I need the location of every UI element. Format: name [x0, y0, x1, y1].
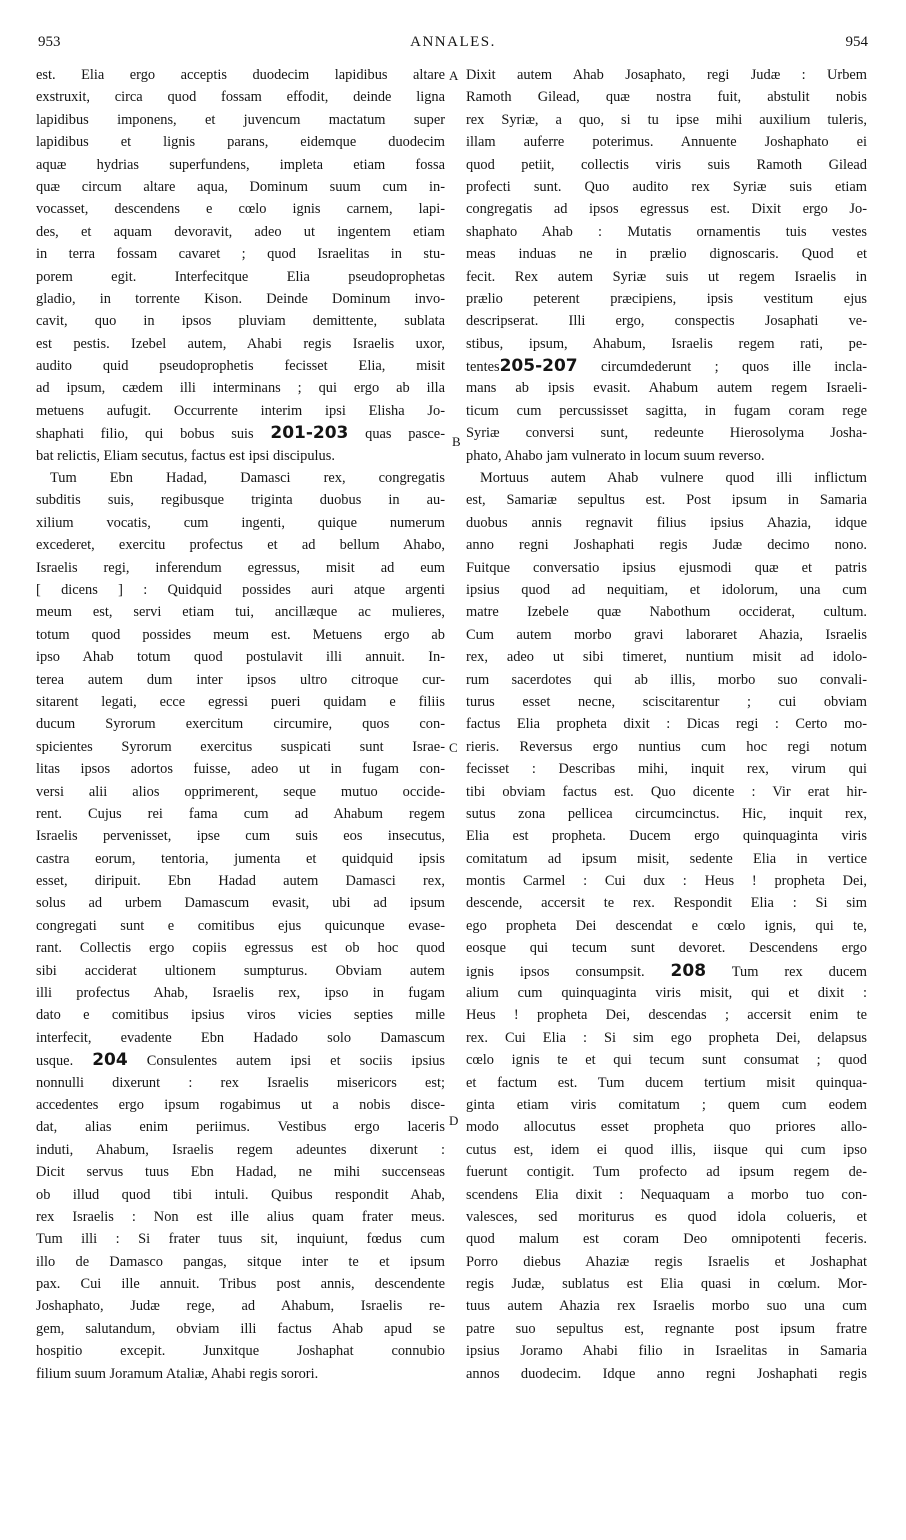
text-line: rex Syriæ, a quo, si tu ipse mihi auxilium tuleris, [466, 111, 867, 128]
text-line: rant. Collectis ergo copiis egressus est ob hoc quod [36, 940, 445, 957]
margin-marker-b: B [452, 434, 461, 449]
text-line: meas induas ne in prælio dignoscaris. Quod et [466, 246, 867, 263]
text-line: spicientes Syrorum exercitus suspicati sunt Israe- [36, 738, 445, 755]
text-line: modo allocutus esset propheta quo priores allo- [466, 1119, 867, 1136]
text-line: shaphato Ahab : Mutatis ornamentis tuis vestes [466, 223, 867, 240]
text-line: in terra fossam cavaret ; quod Israelitas in stu- [36, 246, 445, 263]
text-fragment: usque. [36, 1053, 74, 1070]
text-line: solus ad urbem Damascum evasit, ubi ad ipsum [36, 895, 445, 912]
text-line: lapidibus imponens, et juvencum mactatum super [36, 111, 445, 128]
text-line [466, 960, 867, 982]
text-line: rex. Cui Elia : Si sim ego propheta Dei, delapsus [466, 1029, 867, 1046]
page-number-left: 953 [38, 34, 61, 50]
text-line: ticum cum percussisset sagitta, in fugam coram rege [466, 402, 867, 419]
text-line: interfecit, evadente Ebn Hadado solo Damascum [36, 1029, 445, 1046]
text-line: ginta etiam viris comitatum ; quem cum eodem [466, 1096, 867, 1113]
text-line [36, 1049, 445, 1071]
text-line: bat relictis, Eliam secutus, factus est ipsi discipulus. [36, 447, 335, 464]
text-line: castra eorum, tentoria, jumenta et quidquid ipsis [36, 850, 445, 867]
text-line: quod petiit, collectis viris suis Ramoth Gilead [466, 156, 867, 173]
text-line: prælio peterent præcipiens, ipsis vestitum ejus [466, 290, 867, 307]
text-line [466, 355, 867, 377]
text-line: tibi obviam factus est. Quo dicente : Vir erat hir- [466, 783, 867, 800]
text-line: ad ipsum, cædem illi interminans ; qui ergo ab illa [36, 380, 445, 397]
text-line: versi alii alios opprimerent, seque mutuo occide- [36, 783, 445, 800]
text-line: rent. Cujus rei fama cum ad Ahabum regem [36, 805, 445, 822]
margin-marker-d: D [449, 1113, 459, 1128]
text-line: dat, alias enim periimus. Vestibus ergo laceris [36, 1119, 445, 1136]
text-line: Cum autem morbo gravi laboraret Ahazia, Israelis [466, 626, 867, 643]
text-line: annos duodecim. Idque anno regni Joshaphati regis [466, 1365, 867, 1382]
text-line: descripserat. Illi ergo, conspectis Josaphati ve- [466, 313, 867, 330]
text-line: vocasset, descendens e cœlo ignis carnem, lapi- [36, 201, 445, 218]
text-fragment: tentes [466, 359, 500, 376]
text-line: meum est, servi etiam tui, ancillæque ac mulieres, [36, 604, 445, 621]
text-line: ipso Ahab totum quod postulavit illi annuit. In- [36, 649, 445, 666]
text-line: quæ circum altare aqua, Dominum suum cum in- [36, 178, 445, 195]
text-line: ego propheta Dei descendat e cœlo ignis, qui te, [466, 917, 867, 934]
text-line: Israelis pervenisset, ipse cum suis eos insecutus, [36, 828, 445, 845]
text-line: scendens Elia dixit : Nequaquam a morbo tuo con- [466, 1186, 867, 1203]
text-line: factus Elia propheta dixit : Dicas regi : Certo mo- [466, 716, 867, 733]
text-line: rum sacerdotes qui ab illis, morbo suo convali- [466, 671, 867, 688]
text-line: quod malum est coram Deo omnipotenti feceris. [466, 1231, 867, 1248]
text-line: matre Izebele quæ Nabothum occiderat, cultum. [466, 604, 867, 621]
text-line: Syriæ conversi sunt, redeunte Hierosolyma Josha- [466, 425, 867, 442]
text-line: rex, adeo ut sibi timeret, nuntium misit ad idolo- [466, 649, 867, 666]
text-line: porem egit. Interfecitque Elia pseudoprophetas [36, 268, 445, 285]
text-line: esset, diripuit. Ebn Hadad autem Damasci rex, [36, 873, 445, 890]
text-line: Heus ! propheta Dei, descendas ; accersit enim te [466, 1007, 867, 1024]
text-line: exstruxit, circa quod fossam effodit, deinde ligna [36, 89, 445, 106]
section-number: 201-203 [270, 423, 349, 444]
page-header [38, 34, 868, 54]
text-line: regis Judæ, sublatus est Elia quasi in cœlum. Mor- [466, 1276, 867, 1293]
text-line: alium cum quinquaginta viris misit, qui et dixit : [466, 985, 867, 1002]
text-line: Porro diebus Ahaziæ regis Israelis et Joshaphat [466, 1253, 867, 1270]
text-line: fecit. Rex autem Syriæ suis ut regem Israelis in [466, 268, 867, 285]
text-fragment: Tum rex ducem [731, 963, 867, 980]
margin-marker-c: C [449, 740, 458, 755]
text-line: sitarent legati, ecce egressi pueri quidam e filiis [36, 693, 445, 710]
right-column [466, 64, 867, 1385]
text-line: descende, accersit te rex. Respondit Elia : Si sim [466, 895, 867, 912]
text-line: hospitio excepit. Junxitque Joshaphat connubio [36, 1343, 445, 1360]
text-line: excederet, exercitu profectus et ad bellum Ahabo, [36, 537, 445, 554]
text-line: fuerunt contigit. Tum profecto ad ipsum regem de- [466, 1164, 867, 1181]
text-line: comitatum ad ipsum misit, sedente Elia in vertice [466, 850, 867, 867]
text-line: cavit, quo in ipsos pluviam demittente, sublata [36, 313, 445, 330]
text-line: tuus autem Ahazia rex Israelis morbo suo una cum [466, 1298, 867, 1315]
text-line: subditis suis, regibusque triginta duobus in au- [36, 492, 445, 509]
text-line: illo de Damasco pangas, sitque inter te et ipsum [36, 1253, 445, 1270]
text-line: ducum Syrorum exercitum circumire, quos con- [36, 716, 445, 733]
text-line: cœlo ignis te et qui tecum sunt consumat ; quod [466, 1052, 867, 1069]
text-line: totum quod possides meum est. Metuens ergo ab [36, 626, 445, 643]
text-fragment: ignis ipsos consumpsit. [466, 963, 645, 980]
text-line: montis Carmel : Cui dux : Heus ! propheta Dei, [466, 873, 867, 890]
text-fragment: quas pasce- [365, 426, 445, 443]
text-line: duobus annis regnavit filius ipsius Ahazia, idque [466, 514, 867, 531]
text-line: gladio, in torrente Kison. Deinde Dominum invo- [36, 290, 445, 307]
running-title: ANNALES. [410, 34, 496, 50]
text-line: anno regni Joshaphati regis Judæ decimo nono. [466, 537, 867, 554]
text-line: Dicit servus tuus Ebn Hadad, ne mihi succenseas [36, 1164, 445, 1181]
text-line: des, et aquam devoravit, adeo ut ingentem etiam [36, 223, 445, 240]
text-line: stibus, ipsum, Ahabum, Israelis regem rati, pe- [466, 335, 867, 352]
page-number-right: 954 [845, 34, 868, 50]
text-line: ob illud quod tibi intuli. Quibus respondit Ahab, [36, 1186, 445, 1203]
text-line: est pestis. Izebel autem, Ahabi regis Israelis uxor, [36, 335, 445, 352]
text-line: fecisset : Describas mihi, inquit rex, virum qui [466, 761, 867, 778]
text-line: mans ab ipsis evasit. Ahabum autem regem Israeli- [466, 380, 867, 397]
text-line: illi profectus Ahab, Israelis rex, ipso in fugam [36, 985, 445, 1002]
text-line: Dixit autem Ahab Josaphato, regi Judæ : Urbem [466, 67, 867, 83]
text-fragment: Consulentes autem ipsi et sociis ipsius [146, 1053, 445, 1070]
text-line [36, 422, 445, 444]
text-line: profecti sunt. Quo audito rex Syriæ suis etiam [466, 178, 867, 195]
text-line: turus esset necne, sciscitarentur ; cui obviam [466, 693, 867, 710]
text-line: lapidibus et lignis parans, eidemque duodecim [36, 134, 445, 151]
text-line: metuens aufugit. Occurrente interim ipsi Elisha Jo- [36, 402, 445, 419]
margin-marker-a: A [449, 68, 459, 83]
text-line: Fuitque conversatio ipsius ejusmodi quæ et patris [466, 559, 867, 576]
text-fragment: circumdederunt ; quos ille incla- [600, 359, 867, 376]
text-line: Elia est propheta. Ducem ergo quinquaginta viris [466, 828, 867, 845]
section-number: 208 [670, 960, 707, 981]
text-line: Tum illi : Si frater tuus sit, inquiunt, fœdus cum [36, 1231, 445, 1248]
text-line: phato, Ahabo jam vulnerato in locum suum reverso. [466, 447, 765, 464]
left-column [36, 64, 445, 1385]
text-line: eosque qui tecum sunt devoret. Descendens ergo [466, 940, 867, 957]
text-line: illam auferre poterimus. Annuente Joshaphato ei [466, 134, 867, 151]
text-line: aquæ hydrias superfundens, impleta etiam fossa [36, 156, 445, 173]
text-line: rex Israelis : Non est ille alius quam frater meus. [36, 1208, 445, 1225]
section-number: 205-207 [499, 356, 578, 377]
text-line: induti, Ahabum, Israelis regem adeuntes dixerunt : [36, 1141, 445, 1158]
text-line: patre suo sepultus est, regnante post ipsum fratre [466, 1320, 867, 1337]
text-line: valesces, sed moriturus es quod idola colueris, et [466, 1208, 867, 1225]
text-line: litas ipsos adortos fuisse, adeo ut in fugam con- [36, 761, 445, 778]
text-line: nonnulli dixerunt : rex Israelis misericors est; [36, 1074, 445, 1091]
text-line: gem, salutandum, obviam illi factus Ahab apud se [36, 1320, 445, 1337]
text-line: Israelis regi, inferendum egressus, misit ad eum [36, 559, 445, 576]
section-number: 204 [92, 1050, 128, 1071]
text-line: est. Elia ergo acceptis duodecim lapidibus altare [36, 67, 445, 83]
text-line: sutus zona pellicea circumcinctus. Hic, inquit rex, [466, 805, 867, 822]
text-line: dato e comitibus ipsius viros vicies septies mille [36, 1007, 445, 1024]
text-line: xilium vocatis, cum ingenti, quique numerum [36, 514, 445, 531]
text-line: Joshaphato, Judæ rege, ad Ahabum, Israelis re- [36, 1298, 445, 1315]
text-line: Tum Ebn Hadad, Damasci rex, congregatis [50, 470, 445, 487]
text-line: congregati sunt e comitibus ejus quicunque evase- [36, 917, 445, 934]
text-line: sibi acciderat ultionem sumpturus. Obviam autem [36, 962, 445, 979]
text-line: [ dicens ] : Quidquid possides auri atque argenti [36, 581, 445, 598]
text-line: rieris. Reversus ergo nuntius cum hoc regi notum [466, 738, 867, 755]
text-line: Ramoth Gilead, quæ nostra fuit, abstulit nobis [466, 89, 867, 106]
text-line: cutus est, idem ei quod illis, iisque qui cum ipso [466, 1141, 867, 1158]
text-line: Mortuus autem Ahab vulnere quod illi inflictum [480, 470, 867, 487]
text-fragment: shaphati filio, qui bobus suis [36, 426, 254, 443]
text-line: pax. Cui ille annuit. Tribus post annis, descendente [36, 1276, 445, 1293]
text-line: filium suum Joramum Ataliæ, Ahabi regis sorori. [36, 1365, 319, 1382]
text-line: accedentes ergo ipsum rogabimus ut a nobis disce- [36, 1096, 445, 1113]
text-line: audito quid pseudoprophetis fecisset Elia, misit [36, 358, 445, 375]
text-line: terea autem dum inter ipsos ultro citroque cur- [36, 671, 445, 688]
text-line: congregatis ad ipsos egressus est. Dixit ergo Jo- [466, 201, 867, 218]
text-line: ipsius quod ad nequitiam, et idolorum, una cum [466, 581, 867, 598]
text-line: et factum est. Tum ducem tertium misit quinqua- [466, 1074, 867, 1091]
text-line: est, Samariæ sepultus est. Post ipsum in Samaria [466, 492, 867, 509]
text-line: ipsius Joramo Ahabi filio in Israelitas in Samaria [466, 1343, 867, 1360]
